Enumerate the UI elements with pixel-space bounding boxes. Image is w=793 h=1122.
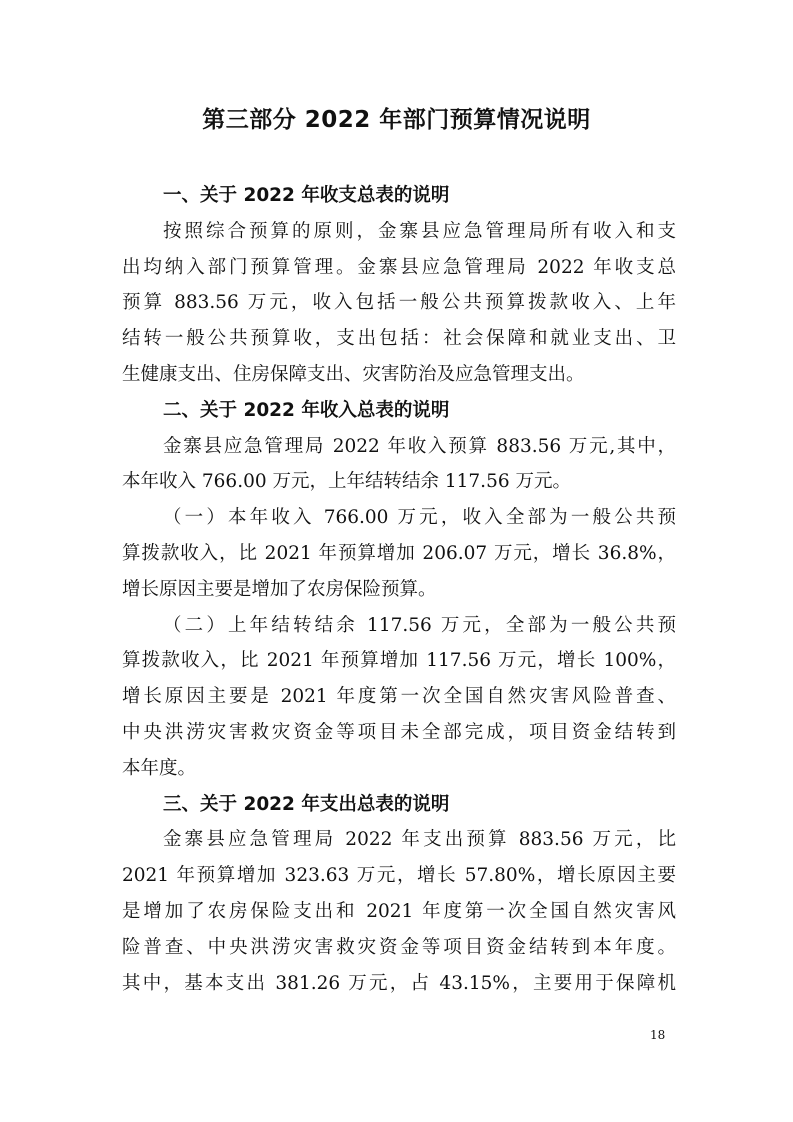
section-heading-3: 三、关于 2022 年支出总表的说明 [163,793,450,815]
section-heading-1: 一、关于 2022 年收支总表的说明 [163,185,450,206]
page-number: 18 [650,1028,666,1042]
paragraph-line: 是增加了农房保险支出和 2021 年度第一次全国自然灾害风 [122,900,676,922]
paragraph-line: （二）上年结转结余 117.56 万元，全部为一般公共预 [163,614,676,636]
paragraph-line: 生健康支出、住房保障支出、灾害防治及应急管理支出。 [122,363,585,385]
paragraph-line: 金寨县应急管理局 2022 年收入预算 883.56 万元,其中， [163,435,676,457]
document-body [122,178,676,1001]
paragraph-line: 2021 年预算增加 323.63 万元，增长 57.80%，增长原因主要 [122,865,676,887]
paragraph-line: 算拨款收入，比 2021 年预算增加 117.56 万元，增长 100%， [122,650,676,672]
paragraph-line: 其中，基本支出 381.26 万元，占 43.15%，主要用于保障机 [122,972,676,994]
paragraph-line: 预算 883.56 万元，收入包括一般公共预算拨款收入、上年 [122,292,676,314]
paragraph-line: 结转一般公共预算收，支出包括：社会保障和就业支出、卫 [122,328,676,350]
paragraph-line: 中央洪涝灾害救灾资金等项目未全部完成，项目资金结转到 [122,721,676,743]
section-heading-2: 二、关于 2022 年收入总表的说明 [163,399,450,421]
page-title: 第三部分 2022 年部门预算情况说明 [202,107,591,133]
paragraph-line: 险普查、中央洪涝灾害救灾资金等项目资金结转到本年度。 [122,936,676,958]
paragraph-line: 增长原因主要是 2021 年度第一次全国自然灾害风险普查、 [122,686,676,708]
paragraph-line: 按照综合预算的原则，金寨县应急管理局所有收入和支 [163,220,676,242]
paragraph-line: 出均纳入部门预算管理。金寨县应急管理局 2022 年收支总 [122,256,676,278]
paragraph-line: 算拨款收入，比 2021 年预算增加 206.07 万元，增长 36.8%， [122,542,676,564]
paragraph-line: 本年收入 766.00 万元，上年结转结余 117.56 万元。 [122,471,571,493]
paragraph-line: 本年度。 [122,757,197,779]
paragraph-line: （一）本年收入 766.00 万元，收入全部为一般公共预 [163,507,676,529]
paragraph-line: 金寨县应急管理局 2022 年支出预算 883.56 万元，比 [163,829,676,851]
paragraph-line: 增长原因主要是增加了农房保险预算。 [122,578,437,600]
